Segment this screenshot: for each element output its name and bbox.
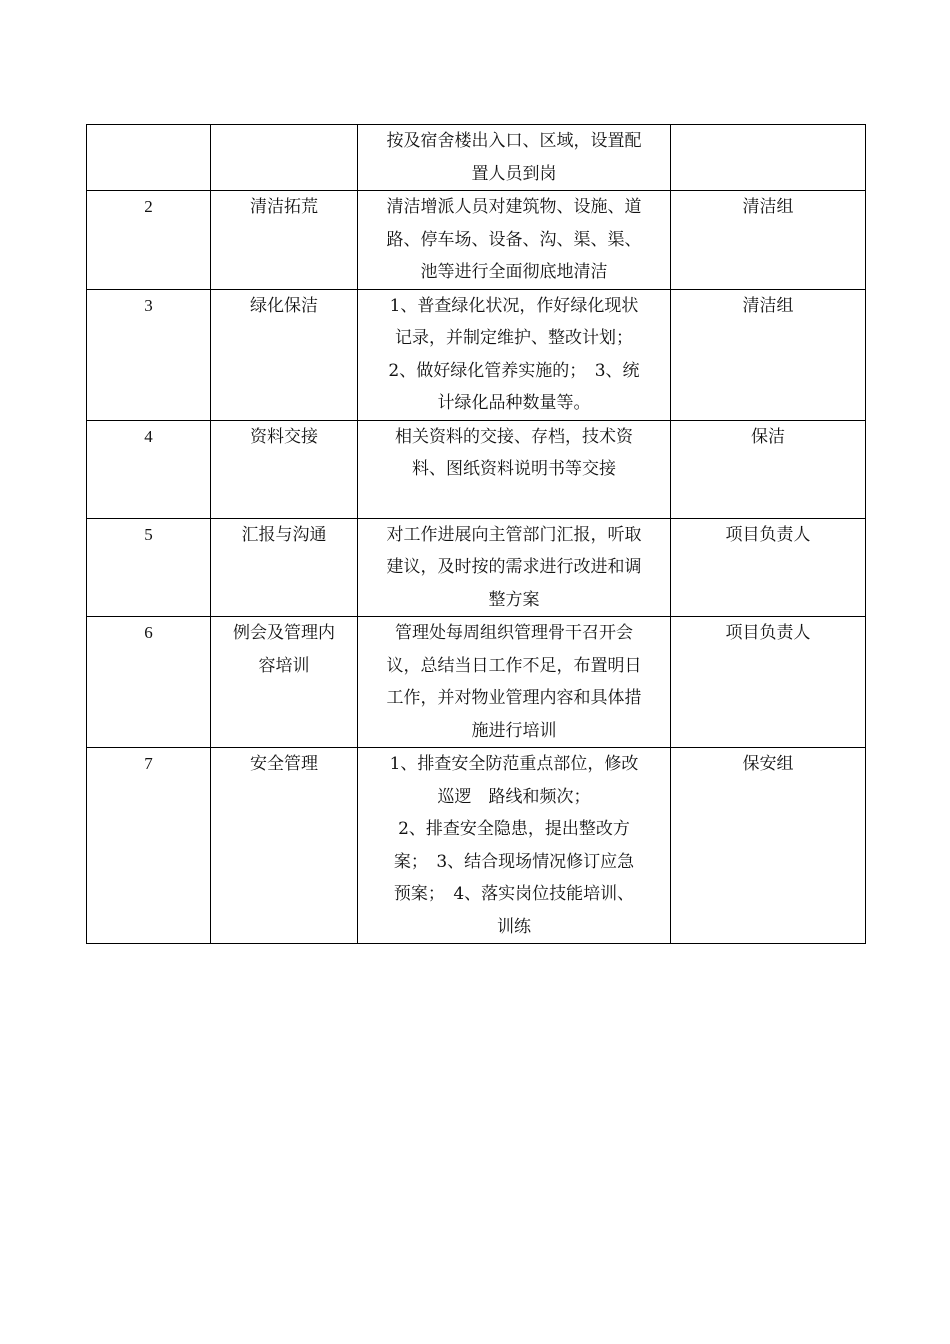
row-number-cell	[87, 420, 211, 518]
content-line: 训练	[497, 916, 531, 937]
row-number-cell	[87, 191, 211, 290]
owner-label: 保安组	[742, 754, 794, 774]
content-line: 路、停车场、设备、沟、渠、渠、	[386, 229, 642, 250]
row-number-cell	[87, 518, 211, 617]
row-number: 3	[144, 295, 153, 315]
table-row	[87, 289, 866, 420]
content-line: 整方案	[488, 589, 540, 610]
content-line: 置人员到岗	[471, 163, 557, 184]
item-cell	[211, 617, 358, 748]
content-cell	[358, 420, 671, 518]
owner-label: 项目负责人	[725, 623, 811, 643]
content-line: 预案； 4、落实岗位技能培训、	[393, 884, 635, 904]
content-cell	[358, 191, 671, 290]
content-line: 清洁增派人员对建筑物、设施、道	[386, 197, 642, 217]
content-line: 对工作进展向主管部门汇报，听取	[386, 524, 642, 545]
item-line: 例会及管理内	[233, 623, 335, 643]
item-line: 资料交接	[250, 426, 318, 447]
row-number: 2	[144, 197, 153, 216]
item-cell	[211, 191, 358, 290]
item-cell	[211, 289, 358, 420]
row-number: 4	[144, 426, 153, 446]
table-row	[87, 191, 866, 290]
content-line: 2、排查安全隐患，提出整改方	[398, 819, 630, 839]
row-number-cell	[87, 289, 211, 420]
content-line: 按及宿舍楼出入口、区域，设置配	[386, 131, 642, 151]
content-line: 案； 3、结合现场情况修订应急	[393, 851, 635, 872]
content-cell	[358, 617, 671, 748]
row-number-cell	[87, 748, 211, 944]
item-cell	[211, 420, 358, 518]
row-number: 7	[144, 754, 153, 773]
content-line: 1、普查绿化状况，作好绿化现状	[389, 295, 639, 316]
owner-label: 保洁	[751, 426, 785, 447]
item-cell	[211, 518, 358, 617]
item-line: 绿化保洁	[250, 295, 318, 316]
row-number-cell	[87, 617, 211, 748]
table-row	[87, 518, 866, 617]
content-line: 工作，并对物业管理内容和具体措	[386, 688, 642, 708]
owner-label: 项目负责人	[725, 524, 811, 545]
content-cell	[358, 518, 671, 617]
owner-cell	[671, 748, 866, 944]
content-line: 2、做好绿化管养实施的； 3、统	[388, 360, 640, 381]
content-line: 相关资料的交接、存档，技术资	[395, 426, 633, 447]
item-cell	[211, 125, 358, 191]
owner-cell	[671, 420, 866, 518]
content-line: 巡逻 路线和频次；	[437, 786, 591, 807]
content-cell	[358, 289, 671, 420]
row-number: 5	[144, 524, 153, 544]
item-line: 汇报与沟通	[241, 524, 327, 545]
owner-cell	[671, 518, 866, 617]
table-row	[87, 420, 866, 518]
item-line: 清洁拓荒	[250, 197, 318, 217]
owner-cell	[671, 289, 866, 420]
content-line: 池等进行全面彻底地清洁	[420, 262, 608, 282]
content-cell	[358, 748, 671, 944]
item-cell	[211, 748, 358, 944]
table-row	[87, 617, 866, 748]
content-line: 施进行培训	[471, 720, 557, 741]
item-line: 安全管理	[250, 754, 318, 774]
work-plan-table-body	[87, 125, 866, 944]
owner-cell	[671, 617, 866, 748]
content-cell	[358, 125, 671, 191]
work-plan-table	[86, 124, 866, 944]
content-line: 记录，并制定维护、整改计划；	[395, 328, 633, 348]
table-row	[87, 748, 866, 944]
content-line: 料、图纸资料说明书等交接	[412, 459, 616, 479]
owner-cell	[671, 191, 866, 290]
owner-cell	[671, 125, 866, 191]
content-line: 1、排查安全防范重点部位，修改	[389, 754, 639, 774]
content-line: 计绿化品种数量等。	[437, 393, 591, 413]
content-line: 建议，及时按的需求进行改进和调	[386, 557, 642, 577]
row-number-cell	[87, 125, 211, 191]
content-line: 议，总结当日工作不足，布置明日	[386, 655, 642, 676]
row-number: 6	[144, 623, 153, 642]
owner-label: 清洁组	[742, 295, 794, 316]
content-line: 管理处每周组织管理骨干召开会	[395, 623, 633, 643]
owner-label: 清洁组	[742, 197, 794, 217]
item-line: 容培训	[258, 655, 310, 676]
table-row	[87, 125, 866, 191]
